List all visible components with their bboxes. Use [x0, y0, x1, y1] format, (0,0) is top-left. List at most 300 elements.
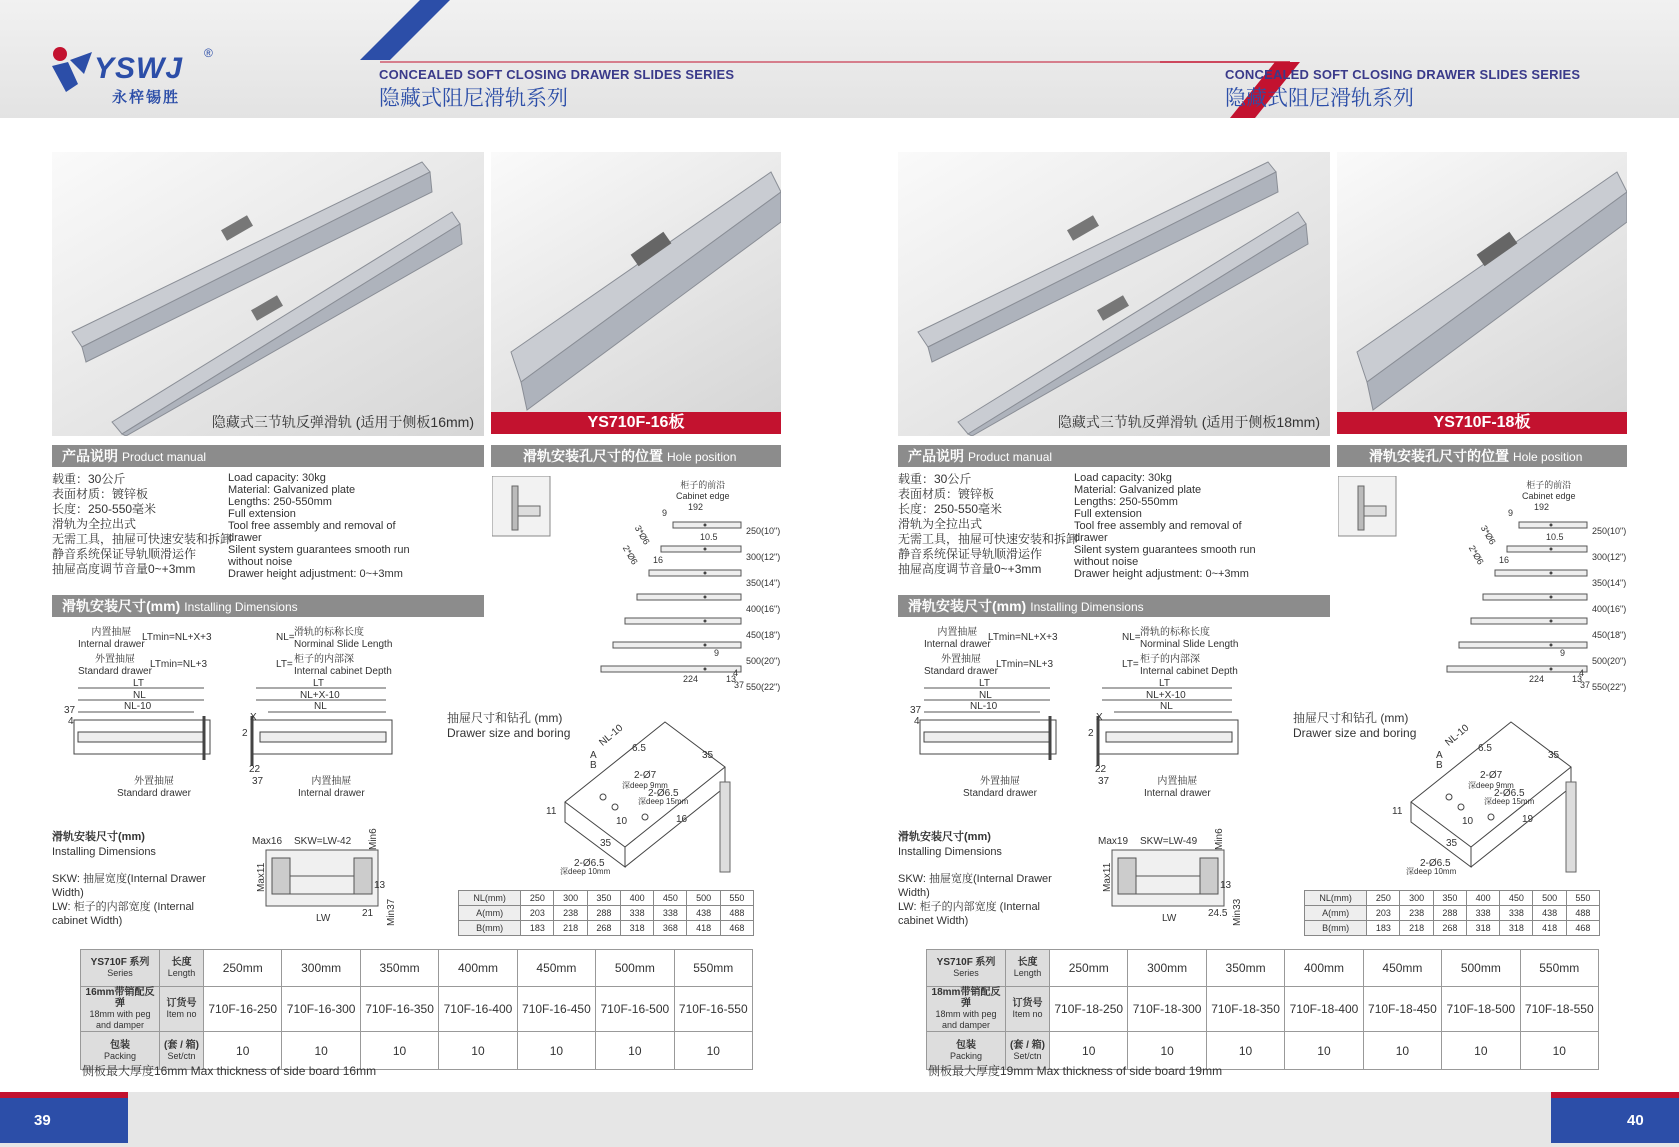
diag-right-en: Internal drawer — [298, 788, 365, 799]
hole-dot — [1550, 596, 1553, 599]
diag-right-cn: 内置抽屉 — [1157, 776, 1198, 787]
hole-dot — [1550, 572, 1553, 575]
hole-dot — [1550, 668, 1553, 671]
nl-table-cell: 268 — [1433, 921, 1466, 936]
nl-table-cell: 238 — [554, 906, 587, 921]
spec-item: 710F-16-250 — [204, 987, 282, 1032]
hole-dot — [704, 548, 707, 551]
hole-dim: 192 — [1534, 502, 1550, 512]
nl-table-cell: 550 — [1566, 891, 1599, 906]
install-skw2: Width) — [898, 887, 930, 899]
boring-label: 35 — [702, 750, 714, 761]
install-block-en: Installing Dimensions — [898, 846, 1002, 858]
nl-table-cell: 318 — [1500, 921, 1533, 936]
xsec-lw: LW — [1162, 913, 1177, 924]
hole-length: 250(10") — [746, 526, 781, 536]
diag-left-en: Standard drawer — [963, 788, 1037, 799]
hole-dim: 2*Ø6 — [1466, 543, 1486, 567]
spec-pack: 10 — [439, 1032, 517, 1070]
nl-table-cell: 450 — [654, 891, 687, 906]
diag-right-lt: LT — [313, 678, 324, 689]
boring-label: 深deep 15mm — [638, 797, 689, 806]
nl-dimension-table — [1304, 890, 1600, 936]
xsec-max11: Max11 — [256, 862, 267, 892]
install-lw2: cabinet Width) — [52, 915, 123, 927]
hole-dot — [704, 644, 707, 647]
spec-item-desc — [927, 987, 1006, 1032]
formula-standard-en: Standard drawer — [78, 666, 152, 677]
hole-position-cn: 滑轨安装孔尺寸的位置 — [523, 448, 663, 464]
spec-pack: 10 — [517, 1032, 595, 1070]
series-title-en: CONCEALED SOFT CLOSING DRAWER SLIDES SERIES — [1225, 67, 1581, 82]
boring-label: 35 — [600, 838, 612, 849]
formula-nl-cn: 滑轨的标称长度 — [1140, 627, 1210, 638]
hole-dim: 10.5 — [700, 532, 718, 542]
installing-dimensions-bar — [898, 595, 1330, 617]
hole-rail — [637, 594, 741, 600]
diag-right-nl: NL — [314, 701, 327, 712]
hole-dot — [1550, 524, 1553, 527]
manual-cn-list — [52, 472, 232, 577]
hole-dot — [1550, 620, 1553, 623]
install-lw2: cabinet Width) — [898, 915, 969, 927]
hole-rail — [1495, 570, 1587, 576]
formula-lt-cn: 柜子的内部深 — [294, 654, 354, 665]
nl-table-cell: 318 — [1466, 921, 1499, 936]
xsec-min37: Min33 — [1232, 898, 1243, 926]
diag-left-caption — [963, 776, 1037, 800]
diag-left-nl10: NL-10 — [970, 701, 998, 712]
nl-table-row — [459, 906, 754, 921]
slide-closeup-illustration — [491, 152, 781, 412]
hole-dim: 224 — [1529, 674, 1545, 684]
spec-pack: 10 — [1206, 1032, 1284, 1070]
boring-label: 2-Ø6.5 — [1420, 858, 1451, 869]
drawer-boring-cn: 抽屉尺寸和钻孔 (mm) — [1293, 711, 1409, 725]
spec-item: 710F-18-350 — [1206, 987, 1284, 1032]
boring-label: NL-10 — [1443, 722, 1472, 749]
nl-table-cell: 218 — [1400, 921, 1433, 936]
nl-table-cell: 218 — [554, 921, 587, 936]
product-photo-closeup — [491, 152, 781, 412]
nl-table-cell: 418 — [1533, 921, 1566, 936]
hole-dim: 3*Ø6 — [632, 523, 652, 547]
formula-standard-cn: 外置抽屉 — [94, 654, 135, 665]
hole-length: 300(12") — [746, 552, 781, 562]
spec-length-cn: 长度 — [1017, 957, 1038, 968]
nl-table-cell: 300 — [554, 891, 587, 906]
spec-length-head — [160, 950, 204, 987]
nl-table-cell: 468 — [720, 921, 753, 936]
spec-set-cn: (套 / 箱) — [164, 1039, 199, 1051]
hole-rail — [1483, 594, 1587, 600]
spec-length: 350mm — [1206, 950, 1284, 987]
nl-table-row — [459, 921, 754, 936]
manual-cn-line: 无需工具，抽屉可快速安装和拆卸 — [52, 532, 233, 546]
diag-right-x: X — [250, 712, 257, 723]
spec-item-desc-cn: 16mm带销配反弹 — [85, 987, 155, 1009]
nl-table-cell: 550 — [720, 891, 753, 906]
model-title-bar: YS710F-18板 — [1337, 412, 1627, 434]
formula-nl-en: Norminal Slide Length — [1140, 639, 1239, 650]
xsec-lw: LW — [316, 913, 331, 924]
nl-table-cell: 368 — [654, 921, 687, 936]
spec-set-en: Set/ctn — [167, 1050, 196, 1061]
formula-lt-def — [294, 654, 392, 678]
nl-table-cell: 338 — [1466, 906, 1499, 921]
brand-cn: 永梓锡胜 — [112, 89, 181, 106]
hole-length: 550(22") — [1592, 682, 1627, 692]
nl-table-cell: 268 — [587, 921, 620, 936]
boring-label: 2-Ø6.5 — [574, 858, 605, 869]
product-photo-pair — [898, 152, 1330, 436]
spec-item-desc-en2: and damper — [941, 1020, 991, 1030]
formula-internal: LTmin=NL+X+3 — [988, 632, 1058, 643]
spec-pack: 10 — [674, 1032, 752, 1070]
manual-en-line: Full extension — [228, 508, 296, 520]
manual-cn-line: 静音系统保证导轨顺滑运作 — [898, 547, 1043, 561]
hole-position-en: Hole position — [1513, 450, 1583, 464]
nl-table-label: B(mm) — [459, 921, 521, 936]
page-number-right: 40 — [1551, 1098, 1679, 1143]
nl-table-cell: 250 — [1367, 891, 1400, 906]
nl-table-cell: 450 — [1500, 891, 1533, 906]
spec-length: 300mm — [1128, 950, 1206, 987]
hole-dot — [704, 572, 707, 575]
product-manual-bar — [898, 445, 1330, 467]
installing-cn: 滑轨安装尺寸(mm) — [62, 598, 181, 614]
hole-length: 250(10") — [1592, 526, 1627, 536]
drawer-boring-title — [447, 711, 570, 741]
formula-lt-en: Internal cabinet Depth — [294, 666, 392, 677]
diag-right-2: 2 — [1088, 728, 1094, 739]
spec-pack-en: Packing — [949, 1050, 983, 1061]
hole-dim: 10.5 — [1546, 532, 1564, 542]
spec-pack: 10 — [1442, 1032, 1520, 1070]
nl-table-label: A(mm) — [459, 906, 521, 921]
page-number-left: 39 — [0, 1098, 128, 1143]
hole-dim: 192 — [688, 502, 704, 512]
hole-dim: 9 — [714, 648, 720, 658]
hole-dim: 4 — [1579, 668, 1585, 678]
manual-cn-line: 抽屉高度调节音量0~+3mm — [898, 562, 1042, 576]
model-title-bar: YS710F-16板 — [491, 412, 781, 434]
cabinet-edge-label — [676, 478, 730, 501]
install-skw2: Width) — [52, 887, 84, 899]
boring-label: 深deep 10mm — [560, 867, 611, 876]
spec-table — [926, 949, 1599, 1070]
manual-cn-line: 滑轨为全拉出式 — [52, 517, 137, 531]
hole-dim: 9 — [1560, 648, 1566, 658]
hole-dim: 9 — [662, 508, 668, 518]
installing-cn: 滑轨安装尺寸(mm) — [908, 598, 1027, 614]
catalog-page-left — [0, 0, 840, 1092]
nl-table-cell: 418 — [687, 921, 720, 936]
boring-label: 深deep 9mm — [1468, 781, 1514, 790]
diag-right-nlx10: NL+X-10 — [300, 690, 340, 701]
photo-caption: 隐藏式三节轨反弹滑轨 (适用于侧板18mm) — [1057, 414, 1320, 430]
install-block-cn: 滑轨安装尺寸(mm) — [52, 831, 145, 843]
diag-right-nl: NL — [1160, 701, 1173, 712]
spec-length: 250mm — [204, 950, 282, 987]
nl-table-cell: 183 — [1367, 921, 1400, 936]
hole-length: 450(18") — [1592, 630, 1627, 640]
boring-label: 35 — [1446, 838, 1458, 849]
nl-table-label: B(mm) — [1305, 921, 1367, 936]
spec-length-en: Length — [1013, 968, 1042, 978]
photo-caption: 隐藏式三节轨反弹滑轨 (适用于侧板16mm) — [211, 414, 474, 430]
diag-left-37: 37 — [64, 705, 76, 716]
install-lw: LW: 柜子的内部宽度 (Internal — [52, 901, 195, 913]
nl-table-cell: 338 — [1500, 906, 1533, 921]
nl-table-cell: 488 — [1566, 906, 1599, 921]
spec-item: 710F-18-550 — [1520, 987, 1598, 1032]
nl-table-cell: 438 — [1533, 906, 1566, 921]
spec-series-en: Series — [953, 968, 979, 978]
hole-rails-diagram — [1401, 500, 1591, 690]
formula-lt-def — [1140, 654, 1238, 678]
boring-label: 深deep 9mm — [622, 781, 668, 790]
formula-nl-def — [1140, 627, 1238, 651]
hole-dot — [704, 668, 707, 671]
diag-right-nlx10: NL+X-10 — [1146, 690, 1186, 701]
spec-item-desc-en1: 18mm with peg — [935, 1009, 997, 1019]
series-title-cn: 隐藏式阻尼滑轨系列 — [379, 87, 568, 110]
spec-set-cn: (套 / 箱) — [1010, 1039, 1045, 1051]
spec-item: 710F-18-250 — [1050, 987, 1128, 1032]
spec-item-en: Item no — [166, 1009, 197, 1019]
boring-label: 16 — [676, 814, 688, 825]
diag-left-en: Standard drawer — [117, 788, 191, 799]
hole-dot — [1550, 548, 1553, 551]
hole-dim: 224 — [683, 674, 699, 684]
install-block-cn: 滑轨安装尺寸(mm) — [898, 831, 991, 843]
hole-rail — [673, 522, 741, 528]
hole-dot — [704, 620, 707, 623]
diag-left-nl: NL — [133, 690, 146, 701]
spec-item-row — [927, 987, 1599, 1032]
diag-right-caption — [298, 776, 365, 800]
spec-pack-en: Packing — [103, 1050, 137, 1061]
diag-left-nl: NL — [979, 690, 992, 701]
boring-label: 2-Ø7 — [634, 770, 657, 781]
xsec-max: Max19 — [1098, 836, 1129, 847]
spec-pack: 10 — [596, 1032, 674, 1070]
cabinet-edge-cn: 柜子的前沿 — [680, 480, 726, 490]
formula-internal-en: Internal drawer — [924, 639, 991, 650]
spec-series-cell — [927, 950, 1006, 987]
manual-cn-line: 滑轨为全拉出式 — [898, 517, 983, 531]
spec-item: 710F-16-350 — [360, 987, 438, 1032]
nl-table-cell: 318 — [620, 921, 653, 936]
product-manual-cn: 产品说明 — [908, 448, 964, 464]
drawer-boring-title — [1293, 711, 1416, 741]
spec-length-row — [927, 950, 1599, 987]
manual-en-line: drawer — [1074, 532, 1108, 544]
manual-cn-line: 长度：250-550毫米 — [52, 502, 157, 516]
spec-pack: 10 — [360, 1032, 438, 1070]
boring-label: B — [590, 760, 597, 771]
spec-pack: 10 — [1363, 1032, 1441, 1070]
spec-item-row — [81, 987, 753, 1032]
formula-standard: LTmin=NL+3 — [150, 659, 208, 670]
formula-internal: LTmin=NL+X+3 — [142, 632, 212, 643]
manual-cn-line: 载重：30公斤 — [898, 472, 972, 486]
drawer-boring-cn: 抽屉尺寸和钻孔 (mm) — [447, 711, 563, 725]
formula-lt-lhs: LT= — [276, 659, 293, 670]
manual-en-list — [1074, 472, 1256, 580]
formula-nl-en: Norminal Slide Length — [294, 639, 393, 650]
boring-label: 2-Ø7 — [1480, 770, 1503, 781]
spec-item-en: Item no — [1012, 1009, 1043, 1019]
product-photo-pair — [52, 152, 484, 436]
max-thickness-note: 侧板最大厚度19mm Max thickness of side board 19mm — [928, 1064, 1223, 1078]
hole-rail — [601, 666, 741, 672]
manual-cn-line: 静音系统保证导轨顺滑运作 — [52, 547, 197, 561]
hole-rail — [1519, 522, 1587, 528]
spec-pack: 10 — [282, 1032, 360, 1070]
formula-internal-cn: 内置抽屉 — [91, 627, 132, 638]
spec-length-row — [81, 950, 753, 987]
formula-internal-en: Internal drawer — [78, 639, 145, 650]
hole-length: 350(14") — [746, 578, 781, 588]
manual-en-line: Lengths: 250-550mm — [1074, 496, 1178, 508]
nl-table-label: A(mm) — [1305, 906, 1367, 921]
nl-table-cell: 288 — [587, 906, 620, 921]
cabinet-edge-en: Cabinet edge — [676, 491, 730, 501]
spec-pack: 10 — [1050, 1032, 1128, 1070]
xsec-13: 13 — [1220, 880, 1232, 891]
manual-en-line: drawer — [228, 532, 262, 544]
hole-dim: 37 — [734, 680, 745, 690]
spec-length: 400mm — [439, 950, 517, 987]
product-photo-closeup — [1337, 152, 1627, 412]
hole-length: 350(14") — [1592, 578, 1627, 588]
nl-table-cell: 238 — [1400, 906, 1433, 921]
spec-pack: 10 — [1520, 1032, 1598, 1070]
series-title-cn: 隐藏式阻尼滑轨系列 — [1225, 87, 1414, 110]
spec-length: 450mm — [1363, 950, 1441, 987]
hole-dim: 3*Ø6 — [1478, 523, 1498, 547]
hole-position-en: Hole position — [667, 450, 737, 464]
hole-rail — [613, 642, 741, 648]
install-block-en: Installing Dimensions — [52, 846, 156, 858]
nl-table-cell: 350 — [587, 891, 620, 906]
install-skw: SKW: 抽屉宽度(Internal Drawer — [52, 873, 206, 885]
manual-en-line: without noise — [228, 556, 293, 568]
spec-pack: 10 — [204, 1032, 282, 1070]
xsec-21: 21 — [362, 908, 374, 919]
spec-series-cn: 系列 — [129, 957, 150, 968]
manual-en-line: Drawer height adjustment: 0~+3mm — [1074, 568, 1249, 580]
nl-table-cell: 300 — [1400, 891, 1433, 906]
nl-table-cell: 500 — [1533, 891, 1566, 906]
diag-right-lt: LT — [1159, 678, 1170, 689]
spec-table — [80, 949, 753, 1070]
formula-internal-label — [78, 627, 145, 651]
formula-lt-en: Internal cabinet Depth — [1140, 666, 1238, 677]
spec-pack-cn: 包装 — [110, 1039, 130, 1051]
spec-length: 450mm — [517, 950, 595, 987]
nl-table-cell: 400 — [1466, 891, 1499, 906]
slide-rail-illustration — [898, 152, 1330, 436]
brand-name: YSWJ — [94, 52, 184, 85]
hole-dim: 2*Ø6 — [620, 543, 640, 567]
diag-right-cn: 内置抽屉 — [311, 776, 352, 787]
xsec-skw: SKW=LW-49 — [1140, 836, 1198, 847]
nl-table-cell: 338 — [620, 906, 653, 921]
hole-rail — [1507, 546, 1587, 552]
spec-pack-cn: 包装 — [956, 1039, 976, 1051]
spec-series-cn: 系列 — [975, 957, 996, 968]
nl-table-cell: 250 — [521, 891, 554, 906]
nl-dimension-table — [458, 890, 754, 936]
hole-rail — [661, 546, 741, 552]
diag-right-22: 22 — [1095, 764, 1107, 775]
spec-set-en: Set/ctn — [1013, 1050, 1042, 1061]
hole-dot — [704, 524, 707, 527]
hole-rail — [1471, 618, 1587, 624]
spec-item: 710F-16-400 — [439, 987, 517, 1032]
diag-left-37: 37 — [910, 705, 922, 716]
manual-en-line: Material: Galvanized plate — [1074, 484, 1202, 496]
formula-nl-def — [294, 627, 392, 651]
spec-length: 400mm — [1285, 950, 1363, 987]
hole-dim: 16 — [653, 555, 664, 565]
formula-standard-en: Standard drawer — [924, 666, 998, 677]
formula-nl-lhs: NL= — [276, 632, 295, 643]
diag-right-37: 37 — [1098, 776, 1110, 787]
diag-left-lt: LT — [979, 678, 990, 689]
hole-rail — [1459, 642, 1587, 648]
nl-table-label: NL(mm) — [459, 891, 521, 906]
nl-table-cell: 350 — [1433, 891, 1466, 906]
spec-item-head — [1006, 987, 1050, 1032]
spec-item: 710F-16-500 — [596, 987, 674, 1032]
hole-dim: 9 — [1508, 508, 1514, 518]
manual-en-line: Tool free assembly and removal of — [1074, 520, 1242, 532]
manual-en-list — [228, 472, 410, 580]
diag-left-caption — [117, 776, 191, 800]
spec-length-en: Length — [167, 968, 196, 978]
hole-dim: 16 — [1499, 555, 1510, 565]
spec-item-desc-en2: and damper — [95, 1020, 145, 1030]
manual-cn-line: 抽屉高度调节音量0~+3mm — [52, 562, 196, 576]
hole-rail — [625, 618, 741, 624]
spec-length: 550mm — [1520, 950, 1598, 987]
spec-series-label: YS710F — [936, 957, 973, 968]
xsec-21: 24.5 — [1208, 908, 1228, 919]
hole-length: 300(12") — [1592, 552, 1627, 562]
hole-dim: 13 — [1572, 674, 1583, 684]
boring-label: 深deep 15mm — [1484, 797, 1535, 806]
hole-rail — [649, 570, 741, 576]
cross-section-diagram — [262, 848, 382, 910]
cabinet-edge-cn: 柜子的前沿 — [1526, 480, 1572, 490]
hole-length: 550(22") — [746, 682, 781, 692]
drawer-boring-en: Drawer size and boring — [1293, 726, 1417, 740]
formula-nl-cn: 滑轨的标称长度 — [294, 627, 364, 638]
diag-right-x: X — [1096, 712, 1103, 723]
boring-label: 6.5 — [632, 743, 646, 754]
formula-lt-cn: 柜子的内部深 — [1140, 654, 1200, 665]
spec-item-cn: 订货号 — [1012, 998, 1043, 1009]
spec-series-label: YS710F — [90, 957, 127, 968]
boring-label: 10 — [1462, 816, 1474, 827]
installing-dimensions-bar — [52, 595, 484, 617]
boring-label: 19 — [1522, 814, 1534, 825]
spec-item-cn: 订货号 — [166, 998, 197, 1009]
